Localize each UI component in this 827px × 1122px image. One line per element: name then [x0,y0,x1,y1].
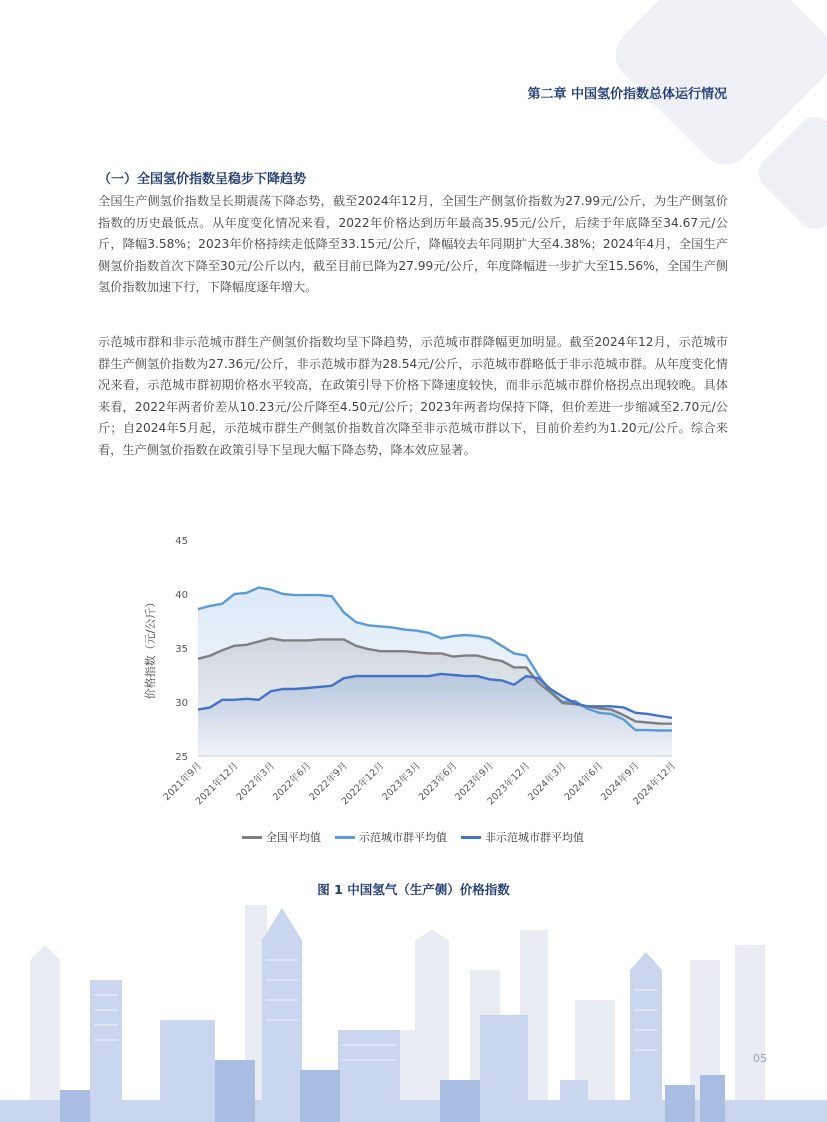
x-tick-label: 2024年3月 [526,760,569,803]
chart-svg [130,526,700,826]
chart-legend [242,829,584,845]
page-number: 05 [753,1052,767,1065]
chapter-header: 第二章 中国氢价指数总体运行情况 [527,87,727,102]
x-tick-label: 2022年9月 [307,760,350,803]
x-tick-label: 2023年9月 [453,760,496,803]
x-tick-label: 2022年12月 [339,760,387,808]
y-axis-label: 价格指数（元/公斤） [144,596,157,700]
legend-item-national [242,829,321,845]
x-tick-label: 2021年9月 [161,760,205,803]
legend-swatch-nondemo [461,836,481,839]
x-tick-label: 2022年6月 [270,760,314,803]
y-tick-label: 30 [175,698,188,709]
x-tick-label: 2023年3月 [380,760,423,803]
legend-label-nondemo: 非示范城市群平均值 [485,831,584,844]
x-tick-label: 2024年6月 [562,760,606,803]
x-tick-label: 2022年3月 [234,760,278,803]
y-tick-label: 35 [175,644,188,655]
x-tick-label: 2023年6月 [416,760,460,803]
figure-caption: 图 1 中国氢气（生产侧）价格指数 [317,882,510,897]
section-title: （一）全国氢价指数呈稳步下降趋势 [98,172,307,187]
y-tick-label: 25 [175,752,188,763]
x-tick-label: 2023年12月 [485,760,533,808]
legend-label-national: 全国平均值 [266,831,321,844]
paragraph-2: 示范城市群和非示范城市群生产侧氢价指数均呈下降趋势，示范城市群降幅更加明显。截至2024年12月，示范城市群生产侧氢价指数为27.36元/公斤，非示范城市群为28.54元/公斤，示范城市群略低于非示范城市群。从年度变化情况来看，示范城市群初期价格水平较高，在政策引导下价格下降速度较快，而非示范城市群价格拐点出现较晚。具体来看，2022年两者价差从10.23元/公斤降至4.50元/公斤；2023年两者均保持下降，但价差进一步缩减至2.70元/公斤；自2024年5月起，示范城市群生产侧氢价指数首次降至非示范城市群以下，目前价差约为1.20元/公斤。综合来看，生产侧氢价指数在政策引导下呈现大幅下降态势，降本效应显著。 [98,335,728,457]
legend-item-nondemo [461,829,584,845]
y-tick-label: 45 [175,536,188,547]
legend-label-demo: 示范城市群平均值 [359,831,447,844]
price-index-chart [130,526,700,856]
paragraph-1: 全国生产侧氢价指数呈长期震荡下降态势，截至2024年12月，全国生产侧氢价指数为27.99元/公斤，为生产侧氢价指数的历史最低点。从年度变化情况来看，2022年价格达到历年最高35.95元/公斤，后续于年底降至34.67元/公斤，降幅3.58%；2023年价格持续走低降至33.15元/公斤，降幅较去年同期扩大至4.38%；2024年4月，全国生产侧氢价指数首次下降至30元/公斤以内，截至目前已降为27.99元/公斤，年度降幅进一步扩大至15.56%，全国生产侧氢价指数加速下行，下降幅度逐年增大。 [98,194,728,295]
x-tick-label: 2024年12月 [631,760,679,808]
x-tick-label: 2021年12月 [193,760,241,808]
legend-swatch-demo [335,836,355,839]
y-tick-label: 40 [175,590,188,601]
legend-swatch-national [242,836,262,839]
city-skyline-illustration [0,900,827,1122]
x-tick-label: 2024年9月 [599,760,642,803]
legend-item-demo [335,829,447,845]
